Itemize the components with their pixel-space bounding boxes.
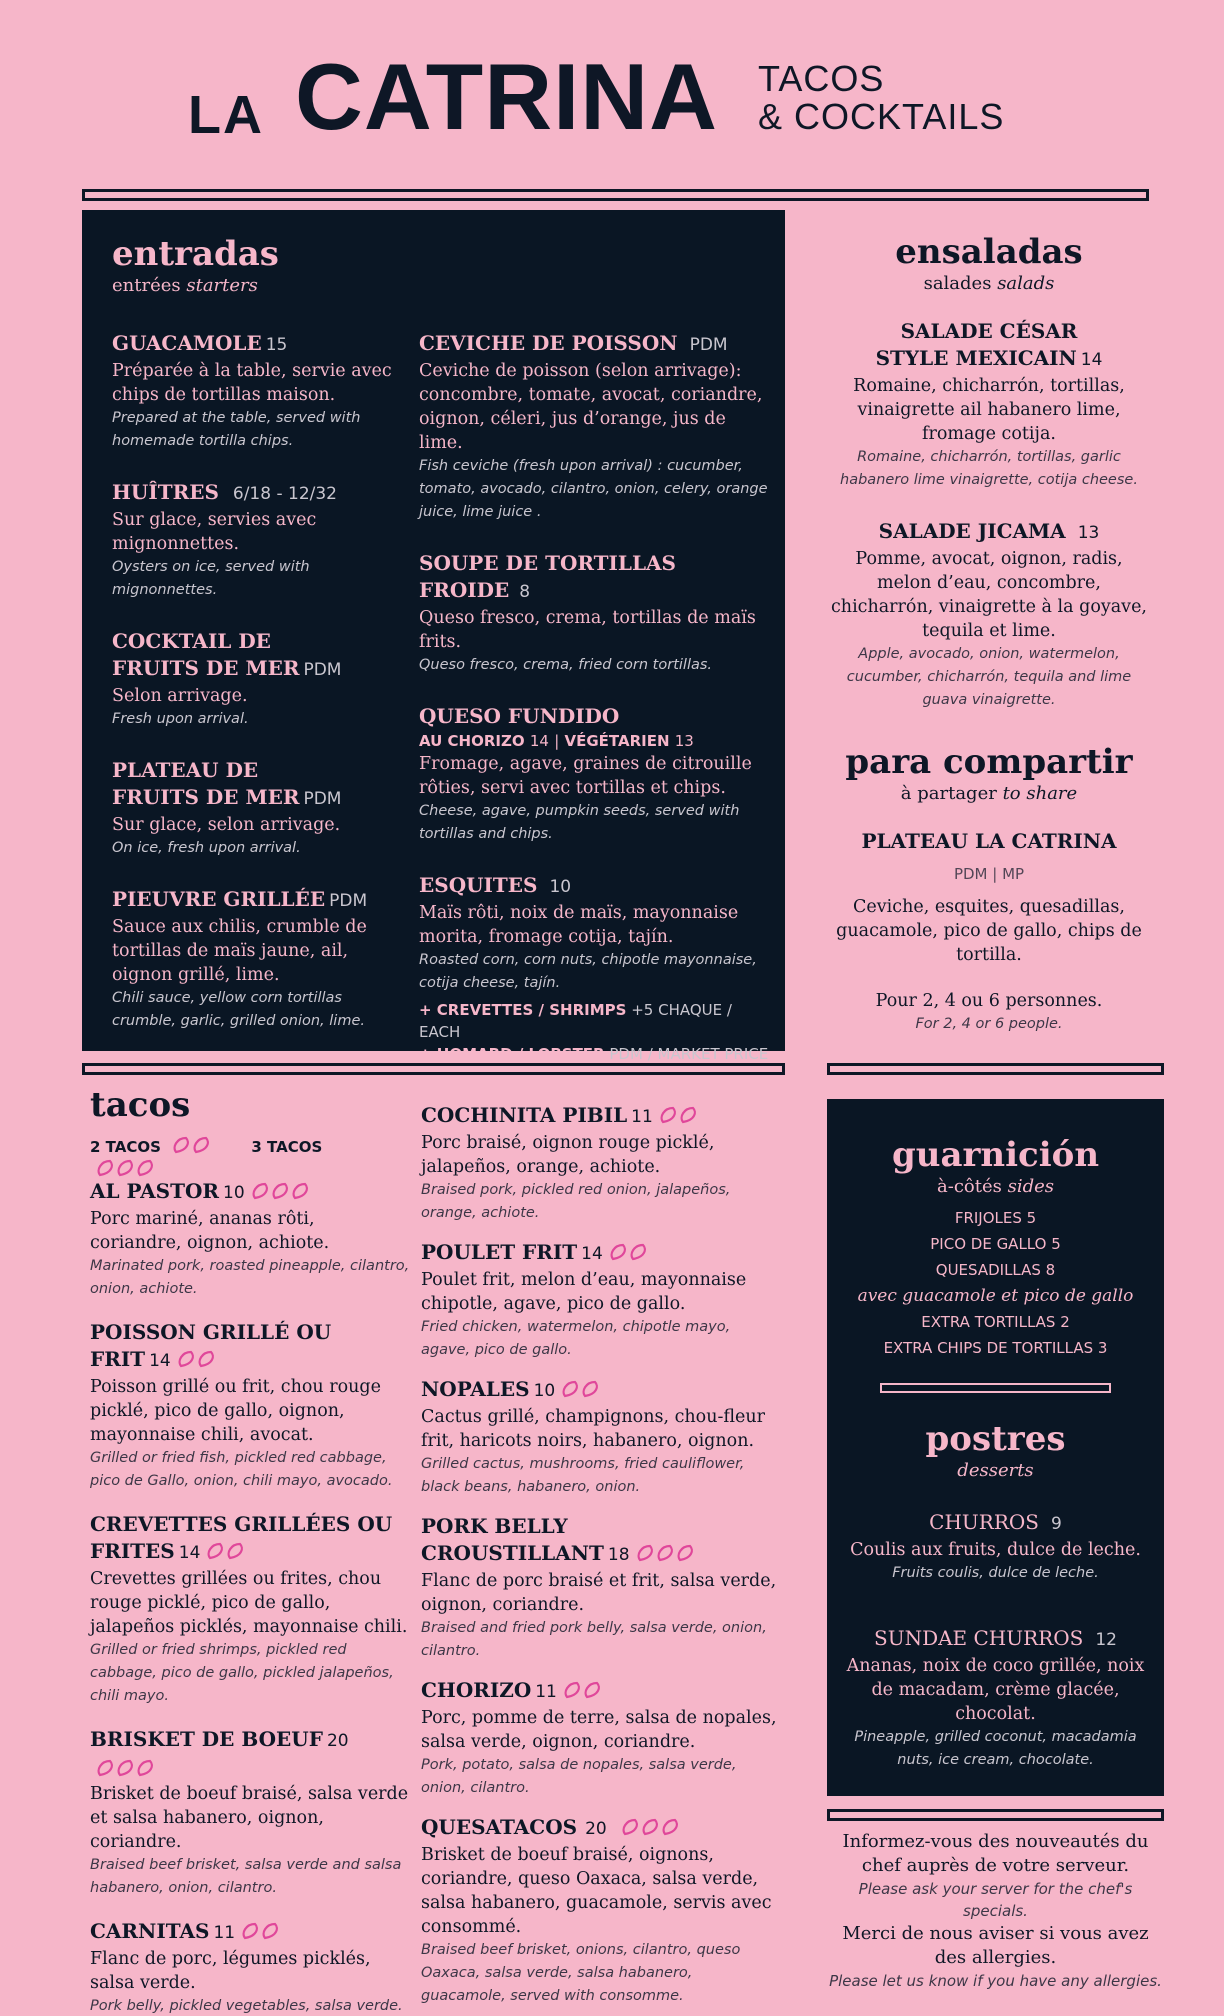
item-desc-fr: Sauce aux chilis, crumble de tortillas de maïs jaune, ail, oignon grillé, lime. <box>112 917 367 985</box>
item-desc-en: Chili sauce, yellow corn tortillas crumble, garlic, grilled onion, lime. <box>112 990 365 1029</box>
item-desc-fr: Selon arrivage. <box>112 686 248 706</box>
menu-item <box>827 1509 1164 1585</box>
tacos-legend <box>90 1135 410 1181</box>
item-desc-fr: Maïs rôti, noix de maïs, mayonnaise morita, fromage cotija, tajín. <box>419 903 739 947</box>
item-name: NOPALES <box>421 1377 530 1401</box>
item-price: PDM <box>329 891 368 911</box>
menu-item <box>112 886 402 1033</box>
note-fr-2: Merci de nous aviser si vous avez des allergies. <box>842 1923 1149 1968</box>
item-name: SALADE JICAMA <box>878 519 1066 543</box>
note-en-2: Please let us know if you have any allergies. <box>829 1972 1162 1990</box>
item-desc-fr: Romaine, chicharrón, tortillas, vinaigrette ail habanero lime, fromage cotija. <box>853 376 1125 444</box>
item-name: PLATEAU LA CATRINA <box>861 829 1117 853</box>
list-item: avec guacamole et pico de gallo <box>857 1286 1134 1306</box>
item-name: CHURROS <box>929 1510 1039 1534</box>
compartir-subtitle: à partager to share <box>900 783 1078 804</box>
sides-list <box>827 1205 1164 1361</box>
item-price: 15 <box>265 335 288 355</box>
chili-icon <box>94 1758 174 1778</box>
item-desc-fr: Coulis aux fruits, dulce de leche. <box>850 1540 1141 1560</box>
compartir-section <box>826 742 1152 1036</box>
chili-icon <box>559 1379 617 1399</box>
menu-item <box>419 703 771 846</box>
menu-item <box>826 518 1152 712</box>
menu-item <box>90 1178 410 1301</box>
menu-item <box>419 872 771 1065</box>
item-desc-fr: Brisket de boeuf braisé, oignons, coriandre, queso Oaxaca, salsa verde, salsa habanero, guacamole, servis avec consommé. <box>421 1845 772 1937</box>
entradas-col-1 <box>112 330 402 1059</box>
logo <box>180 44 1040 150</box>
item-desc-en: Grilled cactus, mushrooms, fried cauliflower, black beans, habanero, onion. <box>421 1456 745 1495</box>
addon-lobster: + HOMARD / LOBSTER PDM / MARKET PRICE <box>419 1045 769 1063</box>
tacos-col-1 <box>90 1178 410 2016</box>
divider-bar <box>827 1809 1164 1821</box>
chili-icon <box>619 1817 699 1837</box>
tacos-col-2 <box>421 1102 779 2008</box>
item-desc-en: Braised pork, pickled red onion, jalapeños, orange, achiote. <box>421 1182 731 1221</box>
item-name: AL PASTOR <box>90 1179 220 1203</box>
item-desc-fr: Préparée à la table, servie avec chips de tortillas maison. <box>112 361 392 405</box>
item-desc-fr: Flanc de porc braisé et frit, salsa verde, oignon, coriandre. <box>421 1571 777 1615</box>
item-name: SALADE CÉSAR STYLE MEXICAIN <box>875 319 1078 370</box>
postres-title: postres <box>925 1419 1066 1459</box>
list-item: FRIJOLES 5 <box>954 1209 1037 1227</box>
item-price: 18 <box>607 1545 630 1565</box>
chili-icon <box>249 1181 329 1201</box>
queso-options: AU CHORIZO 14 | VÉGÉTARIEN 13 <box>419 732 694 750</box>
item-desc-fr: Ananas, noix de coco grillée, noix de macadam, crème glacée, chocolat. <box>846 1656 1145 1724</box>
menu-item <box>112 628 402 731</box>
item-desc-fr: Porc mariné, ananas rôti, coriandre, oignon, achiote. <box>90 1209 330 1253</box>
item-desc-en: Pork belly, pickled vegetables, salsa verde. <box>90 1998 403 2014</box>
item-desc-en: Grilled or fried fish, pickled red cabbage, pico de Gallo, onion, chili mayo, avocado. <box>90 1450 393 1489</box>
item-price: 11 <box>631 1107 653 1127</box>
item-desc-en: Queso fresco, crema, fried corn tortillas. <box>419 657 713 673</box>
menu-item <box>90 1918 410 2016</box>
legend-3-tacos: 3 TACOS <box>251 1138 323 1156</box>
item-desc-fr: Ceviche de poisson (selon arrivage): concombre, tomate, avocat, coriandre, oignon, céleri, jus d’orange, jus de lime. <box>419 361 763 453</box>
item-desc-fr: Poulet frit, melon d’eau, mayonnaise chipotle, agave, pico de gallo. <box>421 1270 747 1314</box>
item-desc-en: Braised and fried pork belly, salsa verde, onion, cilantro. <box>421 1620 767 1659</box>
item-price: PDM | MP <box>953 865 1025 883</box>
logo-tagline <box>758 60 1004 136</box>
item-desc-fr: Queso fresco, crema, tortillas de maïs frits. <box>419 608 756 652</box>
item-price: PDM <box>303 789 342 809</box>
chili-icon <box>204 1541 262 1561</box>
item-desc-fr: Fromage, agave, graines de citrouille rôties, servi avec tortillas et chips. <box>419 754 752 798</box>
item-desc-fr: Sur glace, servies avec mignonnettes. <box>112 510 317 554</box>
list-item: QUESADILLAS 8 <box>935 1261 1056 1279</box>
ensaladas-section <box>826 232 1152 738</box>
item-price: PDM <box>689 335 728 355</box>
item-desc-fr: Crevettes grillées ou frites, chou rouge picklé, pico de gallo, jalapeños picklés, mayonnaise chili. <box>90 1569 408 1637</box>
ensaladas-title: ensaladas <box>895 232 1083 272</box>
chili-icon <box>634 1543 714 1563</box>
item-desc-fr: Pomme, avocat, oignon, radis, melon d’eau, concombre, chicharrón, vinaigrette à la goyave, tequila et lime. <box>831 549 1147 641</box>
item-price: 10 <box>533 1381 556 1401</box>
chili-icon <box>607 1242 665 1262</box>
item-price: 14 <box>178 1543 201 1563</box>
menu-item <box>112 479 402 602</box>
item-desc-en: Roasted corn, corn nuts, chipotle mayonnaise, cotija cheese, tajín. <box>419 952 757 991</box>
menu-item <box>421 1677 779 1800</box>
entradas-col-2 <box>419 330 771 1065</box>
item-price: 14 <box>149 1351 171 1371</box>
item-name: COCKTAIL DE FRUITS DE MER <box>112 629 300 680</box>
item-price: 12 <box>1095 1630 1117 1650</box>
menu-item <box>421 1376 779 1499</box>
logo-la: LA <box>188 85 264 145</box>
item-desc-fr: Brisket de boeuf braisé, salsa verde et salsa habanero, oignon, coriandre. <box>90 1784 409 1852</box>
item-name: POISSON GRILLÉ OU FRIT <box>90 1320 332 1371</box>
list-item: EXTRA TORTILLAS 2 <box>921 1313 1070 1331</box>
item-name: BRISKET DE BOEUF <box>90 1727 323 1751</box>
item-price: 20 <box>585 1819 607 1839</box>
menu-item <box>112 330 402 453</box>
item-desc-en: On ice, fresh upon arrival. <box>112 840 301 856</box>
item-name: QUESO FUNDIDO <box>419 704 620 728</box>
item-desc-en: Braised beef brisket, salsa verde and salsa habanero, onion, cilantro. <box>90 1857 402 1896</box>
item-price: 10 <box>549 877 572 897</box>
legend-2-tacos: 2 TACOS <box>90 1138 161 1156</box>
footer-note <box>827 1830 1164 1992</box>
item-name: ESQUITES <box>419 873 538 897</box>
chili-icon <box>657 1105 715 1125</box>
item-name: SUNDAE CHURROS <box>874 1626 1084 1650</box>
item-desc-en: Romaine, chicharrón, tortillas, garlic habanero lime vinaigrette, cotija cheese. <box>840 449 1138 488</box>
note-fr-1: Informez-vous des nouveautés du chef auprès de votre serveur. <box>842 1831 1149 1876</box>
item-price: PDM <box>303 660 342 680</box>
menu-item <box>90 1511 410 1708</box>
item-desc-fr: Poisson grillé ou frit, chou rouge picklé, pico de gallo, oignon, mayonnaise chili, avocat. <box>90 1377 381 1445</box>
guarnicion-subtitle: à-côtés sides <box>937 1176 1054 1197</box>
item-desc-fr-2: Pour 2, 4 ou 6 personnes. <box>875 991 1103 1011</box>
item-desc-en: Pineapple, grilled coconut, macadamia nuts, ice cream, chocolate. <box>854 1729 1137 1768</box>
item-desc-en: Prepared at the table, served with homemade tortilla chips. <box>112 410 361 449</box>
item-price: 13 <box>1077 523 1100 543</box>
logo-tagline-1: TACOS <box>758 58 885 99</box>
item-desc-fr: Sur glace, selon arrivage. <box>112 815 341 835</box>
item-desc-en: Fruits coulis, dulce de leche. <box>892 1565 1099 1581</box>
item-desc-en: Pork, potato, salsa de nopales, salsa verde, onion, cilantro. <box>421 1757 737 1796</box>
item-price: 8 <box>519 582 531 602</box>
list-item: PICO DE GALLO 5 <box>930 1235 1061 1253</box>
chili-icon <box>94 1158 174 1178</box>
tacos-header <box>90 1085 410 1181</box>
item-desc-en: Fried chicken, watermelon, chipotle mayo, agave, pico de gallo. <box>421 1319 731 1358</box>
item-name: SOUPE DE TORTILLAS FROIDE <box>419 551 677 602</box>
menu-item <box>421 1814 779 2008</box>
chili-icon <box>239 1921 297 1941</box>
item-price: 9 <box>1051 1514 1062 1534</box>
divider-bar <box>82 189 1149 201</box>
postres-subtitle: desserts <box>957 1460 1034 1481</box>
item-desc-fr: Ceviche, esquites, quesadillas, guacamole, pico de gallo, chips de tortilla. <box>836 897 1142 965</box>
item-price: 11 <box>535 1682 557 1702</box>
item-price: 11 <box>213 1923 236 1943</box>
item-price: 6/18 - 12/32 <box>232 484 337 504</box>
item-name: HUÎTRES <box>112 480 219 504</box>
tacos-title: tacos <box>90 1085 191 1125</box>
item-desc-fr: Cactus grillé, champignons, chou-fleur frit, haricots noirs, habanero, oignon. <box>421 1407 766 1451</box>
logo-catrina: CATRINA <box>295 44 718 149</box>
item-name: PORK BELLY CROUSTILLANT <box>421 1514 604 1565</box>
item-desc-en: Cheese, agave, pumpkin seeds, served with tortillas and chips. <box>419 803 740 842</box>
item-name: CARNITAS <box>90 1919 210 1943</box>
divider-bar <box>827 1063 1164 1075</box>
menu-item <box>419 550 771 677</box>
item-desc-en: Grilled or fried shrimps, pickled red cabbage, pico de gallo, pickled jalapeños, chili mayo. <box>90 1642 394 1704</box>
item-name: CREVETTES GRILLÉES OU FRITES <box>90 1512 393 1563</box>
entradas-panel <box>82 210 785 1063</box>
menu-item <box>90 1319 410 1493</box>
item-name: COCHINITA PIBIL <box>421 1103 628 1127</box>
menu-item <box>421 1513 779 1663</box>
item-desc-en: Fish ceviche (fresh upon arrival) : cucumber, tomato, avocado, cilantro, onion, celery, orange juice, lime juice . <box>419 458 768 520</box>
item-name: CHORIZO <box>421 1678 532 1702</box>
item-name: CEVICHE DE POISSON <box>419 331 678 355</box>
item-desc-en: Oysters on ice, served with mignonnettes. <box>112 559 310 598</box>
logo-tagline-2: & COCKTAILS <box>758 96 1005 137</box>
item-name: PLATEAU DE FRUITS DE MER <box>112 758 300 809</box>
item-desc-en: Apple, avocado, onion, watermelon, cucumber, chicharrón, tequila and lime guava vinaigrette. <box>846 646 1132 708</box>
menu-item <box>90 1726 410 1900</box>
sides-desserts-panel <box>827 1099 1164 1796</box>
chili-icon <box>170 1135 228 1155</box>
menu-item <box>419 330 771 524</box>
chili-icon <box>175 1349 233 1369</box>
item-desc-fr: Porc, pomme de terre, salsa de nopales, salsa verde, oignon, coriandre. <box>421 1708 777 1752</box>
addon-shrimp: + CREVETTES / SHRIMPS +5 CHAQUE / EACH <box>419 1001 732 1041</box>
divider-bar <box>880 1383 1111 1393</box>
item-price: 20 <box>326 1731 349 1751</box>
item-name: QUESATACOS <box>421 1815 578 1839</box>
menu-item <box>421 1239 779 1362</box>
item-name: POULET FRIT <box>421 1240 578 1264</box>
menu-item <box>827 1625 1164 1772</box>
item-desc-fr: Porc braisé, oignon rouge picklé, jalapeños, orange, achiote. <box>421 1133 715 1177</box>
menu-item <box>421 1102 779 1225</box>
item-name: GUACAMOLE <box>112 331 262 355</box>
ensaladas-subtitle: salades salads <box>923 273 1055 294</box>
list-item: EXTRA CHIPS DE TORTILLAS 3 <box>883 1339 1108 1357</box>
item-desc-en: Fresh upon arrival. <box>112 711 249 727</box>
item-desc-en: Marinated pork, roasted pineapple, cilantro, onion, achiote. <box>90 1258 410 1297</box>
item-price: 14 <box>581 1244 603 1264</box>
item-desc-fr: Flanc de porc, légumes picklés, salsa verde. <box>90 1949 371 1993</box>
guarnicion-title: guarnición <box>891 1135 1100 1175</box>
item-desc-en-2: For 2, 4 or 6 people. <box>915 1016 1063 1032</box>
chili-icon <box>561 1680 619 1700</box>
item-price: 14 <box>1080 350 1103 370</box>
compartir-title: para compartir <box>845 742 1133 782</box>
menu-item <box>112 757 402 860</box>
entradas-title: entradas <box>112 234 279 274</box>
menu-item <box>826 318 1152 492</box>
item-price: 10 <box>223 1183 245 1203</box>
item-desc-en: Braised beef brisket, onions, cilantro, queso Oaxaca, salsa verde, salsa habanero, guacamole, served with consomme. <box>421 1942 741 2004</box>
divider-bar <box>82 1063 785 1075</box>
note-en-1: Please ask your server for the chef's specials. <box>858 1880 1133 1920</box>
item-name: PIEUVRE GRILLÉE <box>112 887 326 911</box>
entradas-subtitle: entrées starters <box>112 275 258 296</box>
